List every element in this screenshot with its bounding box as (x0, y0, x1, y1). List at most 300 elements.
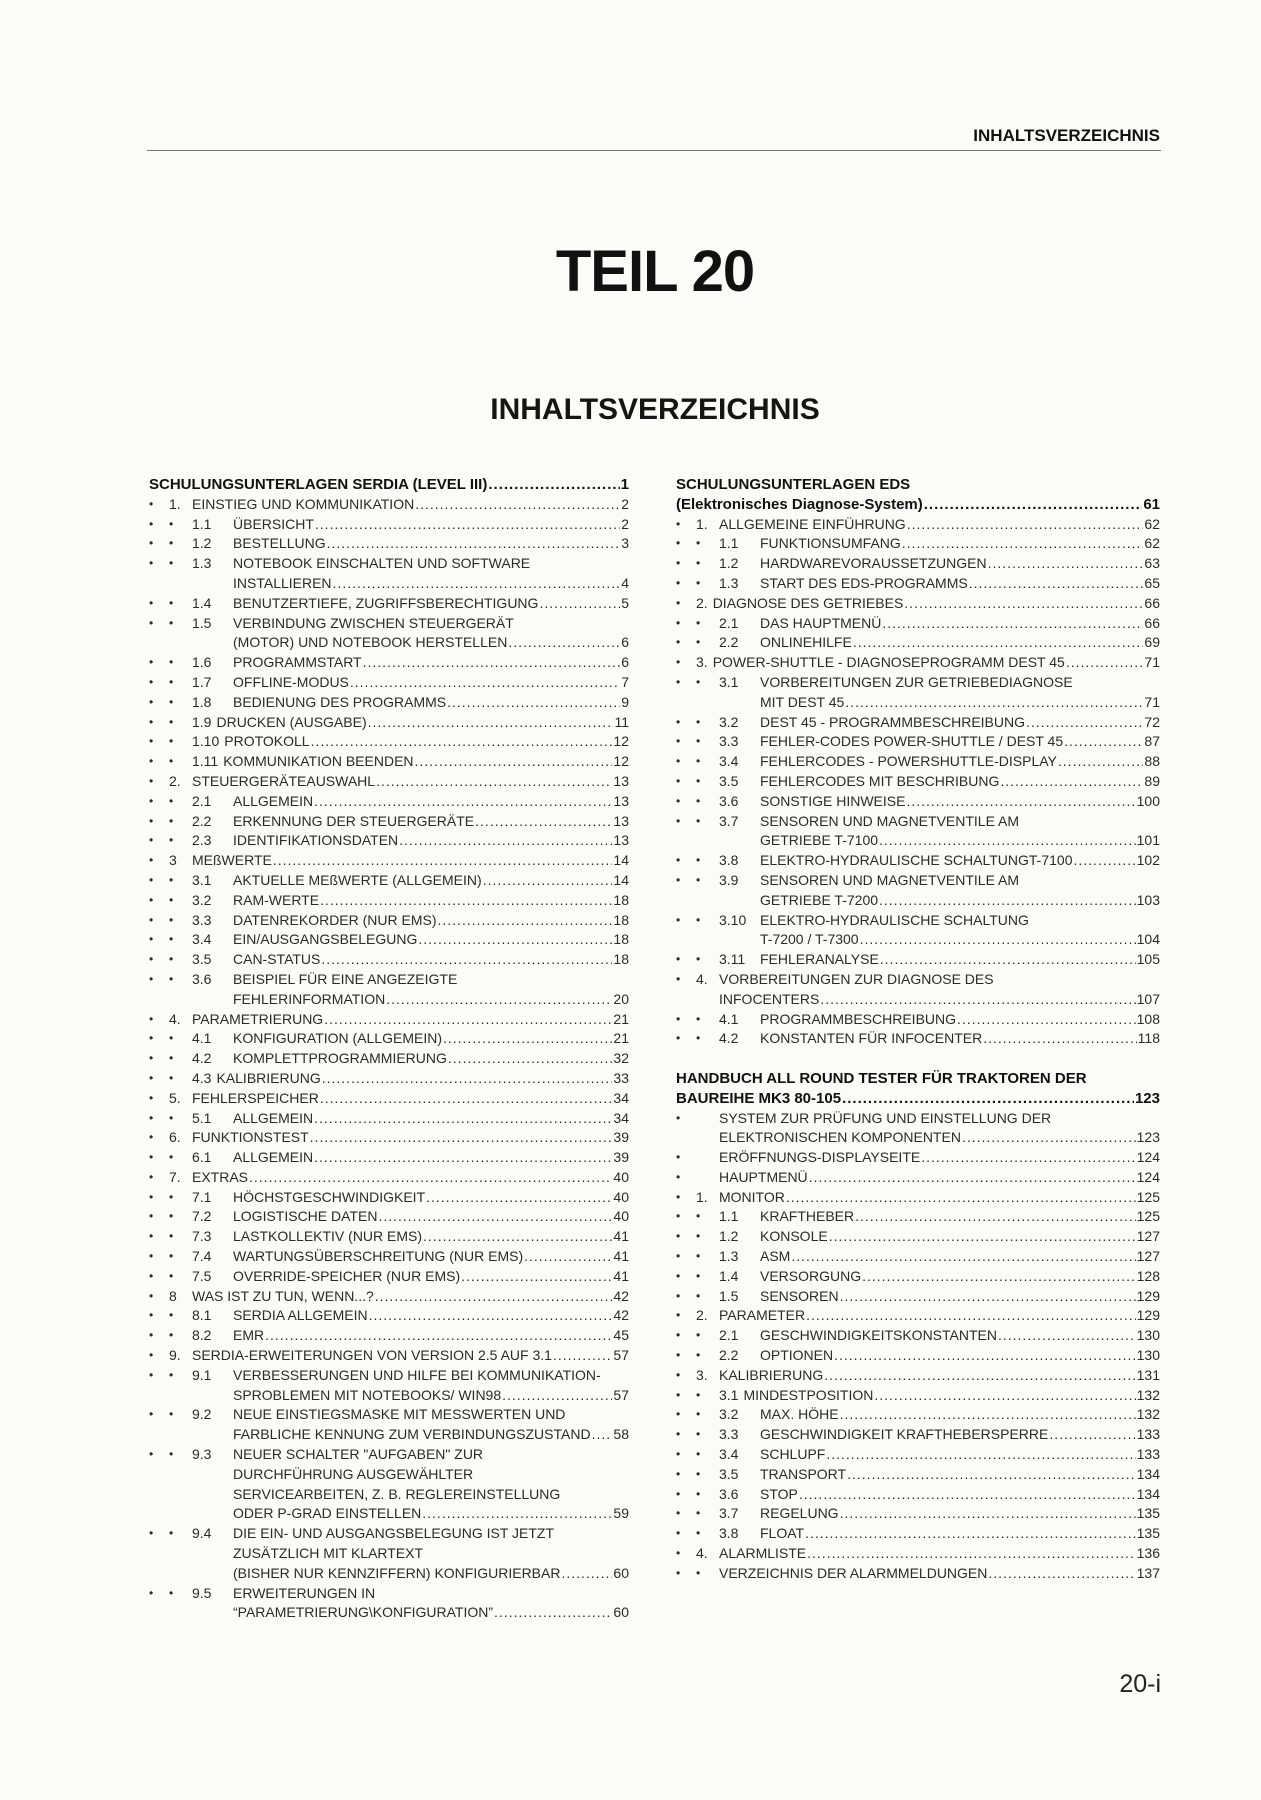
toc-entry-number: 1.7 (192, 673, 212, 690)
toc-page-number: 12 (613, 733, 629, 750)
dot-leader (983, 1029, 1136, 1049)
dot-leader (322, 1069, 613, 1089)
bullet-icon: • (676, 1150, 681, 1165)
toc-entry-number: 5.1 (192, 1109, 212, 1126)
bullet-icon: • (676, 1328, 681, 1343)
toc-entry-text: KRAFTHEBER (760, 1208, 855, 1225)
dot-leader (921, 1148, 1135, 1168)
toc-line (676, 1069, 1160, 1089)
bullet-icon: • (169, 1526, 174, 1541)
toc-entry-text: SONSTIGE HINWEISE (760, 792, 906, 809)
toc-line (233, 1326, 629, 1346)
toc-page-number: 118 (1137, 1030, 1160, 1047)
toc-entry[interactable] (676, 1465, 1160, 1485)
toc-page-number: 6 (621, 634, 629, 651)
dot-leader (378, 1207, 612, 1227)
dot-leader (327, 534, 621, 554)
toc-entry[interactable] (676, 1425, 1160, 1445)
toc-entry[interactable] (676, 1504, 1160, 1524)
toc-entry-number: 1.1 (192, 515, 212, 532)
dot-leader (321, 950, 612, 970)
toc-entry[interactable] (676, 1564, 1160, 1584)
toc-entry[interactable] (149, 732, 629, 752)
toc-entry[interactable] (676, 1188, 1160, 1208)
toc-entry-text: SCHLUPF (760, 1446, 826, 1463)
toc-entry[interactable] (676, 1306, 1160, 1326)
toc-line (760, 1010, 1160, 1030)
toc-entry-number: 3.1 (719, 673, 739, 690)
toc-entry[interactable] (676, 1287, 1160, 1307)
toc-entry-number: 9.3 (192, 1446, 212, 1463)
toc-line (760, 1445, 1160, 1465)
toc-entry[interactable] (676, 772, 1160, 792)
toc-entry[interactable] (676, 1544, 1160, 1564)
toc-entry[interactable] (149, 1366, 629, 1406)
toc-entry[interactable] (149, 554, 629, 594)
toc-entry-text: ALARMLISTE (719, 1545, 807, 1562)
dot-leader (273, 851, 613, 871)
toc-entry[interactable] (149, 495, 629, 515)
toc-entry[interactable] (676, 752, 1160, 772)
dot-leader (375, 1287, 613, 1307)
toc-line (192, 1346, 629, 1366)
toc-entry[interactable] (149, 1326, 629, 1346)
toc-entry-text: IDENTIFIKATIONSDATEN (233, 832, 399, 849)
dot-leader (840, 1504, 1136, 1524)
toc-entry-body (233, 594, 629, 614)
toc-entry-text: FEHLERCODES - POWERSHUTTLE-DISPLAY (760, 753, 1057, 770)
toc-entry[interactable] (149, 653, 629, 673)
toc-entry[interactable] (676, 970, 1160, 1010)
bullet-icon: • (149, 694, 154, 709)
bullet-icon: • (149, 1051, 154, 1066)
toc-page-number: 9 (621, 693, 629, 710)
toc-entry[interactable] (149, 891, 629, 911)
toc-line (233, 1247, 629, 1267)
toc-entry-text: SPROBLEMEN MIT NOTEBOOKS/ WIN98 (233, 1386, 502, 1403)
toc-entry-body (760, 871, 1160, 911)
dot-leader (988, 554, 1144, 574)
toc-line (233, 653, 629, 673)
bullet-icon: • (696, 1229, 701, 1244)
toc-entry[interactable] (149, 851, 629, 871)
toc-entry-body (233, 534, 629, 554)
toc-entry[interactable] (149, 812, 629, 832)
toc-entry[interactable] (676, 574, 1160, 594)
toc-entry[interactable] (676, 713, 1160, 733)
toc-entry[interactable] (676, 1524, 1160, 1544)
toc-page-number: 103 (1136, 891, 1160, 908)
toc-entry[interactable] (149, 871, 629, 891)
toc-entry-number: 7.2 (192, 1208, 212, 1225)
bullet-icon: • (169, 516, 174, 531)
toc-entry[interactable] (676, 515, 1160, 535)
toc-entry-number: 2.1 (192, 792, 212, 809)
bullet-icon: • (676, 1229, 681, 1244)
toc-entry-text: KOMPLETTPROGRAMMIERUNG (233, 1050, 447, 1067)
toc-page-number: 127 (1136, 1248, 1160, 1265)
toc-entry-number: 3.1 (719, 1386, 739, 1403)
toc-entry-text: INSTALLIEREN (233, 574, 332, 591)
dot-leader (1026, 713, 1143, 733)
toc-entry[interactable] (149, 713, 629, 733)
toc-line (719, 1109, 1160, 1129)
toc-entry[interactable] (149, 950, 629, 970)
toc-entry-number: 3.1 (192, 871, 212, 888)
toc-entry-text: FUNKTIONSUMFANG (760, 535, 901, 552)
toc-entry[interactable] (676, 633, 1160, 653)
toc-entry[interactable] (149, 1306, 629, 1326)
toc-page-number: 102 (1136, 852, 1160, 869)
toc-entry-number: 3.3 (719, 1426, 739, 1443)
toc-line (760, 1425, 1160, 1445)
toc-entry[interactable] (149, 1524, 629, 1583)
toc-page-number: 3 (621, 535, 629, 552)
toc-entry-number: 7.3 (192, 1228, 212, 1245)
toc-entry[interactable] (676, 1148, 1160, 1168)
dot-leader (553, 1346, 612, 1366)
toc-entry-number: 7. (169, 1168, 181, 1185)
toc-entry[interactable] (149, 1069, 629, 1089)
toc-entry[interactable] (676, 653, 1160, 673)
toc-entry-number: 4. (169, 1010, 181, 1027)
toc-entry[interactable] (676, 1168, 1160, 1188)
toc-entry-number: 1.1 (719, 1208, 739, 1225)
toc-line (192, 1089, 629, 1109)
bullet-icon: • (149, 1110, 154, 1125)
dot-leader (805, 1524, 1136, 1544)
dot-leader (824, 1366, 1135, 1386)
toc-line (760, 534, 1160, 554)
toc-line (760, 871, 1160, 891)
toc-entry[interactable] (149, 930, 629, 950)
toc-page-number: 18 (613, 891, 629, 908)
dot-leader (508, 633, 620, 653)
toc-entry-body (719, 1564, 1160, 1584)
bullet-icon: • (676, 1565, 681, 1580)
toc-entry-text: LOGISTISCHE DATEN (233, 1208, 378, 1225)
toc-entry-text: GETRIEBE T-7100 (760, 832, 879, 849)
toc-entry[interactable] (149, 693, 629, 713)
toc-heading (149, 475, 629, 495)
toc-line (719, 1386, 1160, 1406)
bullet-icon: • (696, 912, 701, 927)
toc-line (719, 970, 1160, 990)
dot-leader (855, 1207, 1136, 1227)
toc-entry[interactable] (149, 515, 629, 535)
toc-entry-body (760, 772, 1160, 792)
toc-entry-body (233, 930, 629, 950)
bullet-icon: • (149, 1150, 154, 1165)
toc-entry-text: NEUE EINSTIEGSMASKE MIT MESSWERTEN UND (233, 1406, 566, 1423)
bullet-icon: • (676, 1268, 681, 1283)
dot-leader (320, 891, 612, 911)
bullet-icon: • (149, 1189, 154, 1204)
toc-entry-number: 3.8 (719, 1525, 739, 1542)
toc-line (760, 1465, 1160, 1485)
toc-entry-number: 3.3 (192, 911, 212, 928)
bullet-icon: • (149, 734, 154, 749)
dot-leader (806, 1306, 1136, 1326)
toc-line (760, 1267, 1160, 1287)
toc-entry-text: MEßWERTE (192, 852, 272, 869)
dot-leader (350, 673, 620, 693)
toc-entry[interactable] (149, 1247, 629, 1267)
toc-entry-body (233, 792, 629, 812)
toc-entry-body (760, 752, 1160, 772)
toc-entry-text: PROGRAMMSTART (233, 654, 362, 671)
toc-entry[interactable] (676, 673, 1160, 713)
bullet-icon: • (696, 536, 701, 551)
toc-entry[interactable] (676, 1029, 1160, 1049)
toc-entry[interactable] (149, 1188, 629, 1208)
bullet-icon: • (149, 1070, 154, 1085)
toc-line (760, 673, 1160, 693)
toc-page-number: 7 (621, 673, 629, 690)
toc-entry[interactable] (149, 1267, 629, 1287)
toc-entry[interactable] (676, 594, 1160, 614)
toc-entry[interactable] (149, 1207, 629, 1227)
toc-entry[interactable] (149, 594, 629, 614)
header-rule (147, 150, 1161, 151)
bullet-icon: • (676, 912, 681, 927)
dot-leader (906, 792, 1135, 812)
toc-entry-body (719, 1386, 1160, 1406)
toc-entry[interactable] (149, 534, 629, 554)
dot-leader (386, 990, 612, 1010)
toc-entry-body (233, 950, 629, 970)
toc-page-number: 101 (1136, 832, 1160, 849)
toc-entry-text: DAS HAUPTMENÜ (760, 614, 882, 631)
toc-line (233, 693, 629, 713)
bullet-icon: • (149, 1249, 154, 1264)
toc-entry[interactable] (676, 792, 1160, 812)
toc-entry[interactable] (676, 1227, 1160, 1247)
toc-entry-body (233, 1188, 629, 1208)
toc-entry-text: GETRIEBE T-7200 (760, 891, 879, 908)
toc-line (192, 1128, 629, 1148)
toc-entry[interactable] (149, 1128, 629, 1148)
toc-entry[interactable] (149, 1405, 629, 1445)
bullet-icon: • (696, 1506, 701, 1521)
toc-entry-number: 2.1 (719, 614, 739, 631)
toc-entry-body (233, 515, 629, 535)
toc-entry[interactable] (676, 1366, 1160, 1386)
dot-leader (415, 495, 620, 515)
toc-entry[interactable] (149, 1049, 629, 1069)
toc-entry[interactable] (149, 1029, 629, 1049)
toc-entry-body (192, 851, 629, 871)
toc-page-number: 6 (621, 654, 629, 671)
toc-entry[interactable] (149, 1168, 629, 1188)
toc-entry-body (760, 1010, 1160, 1030)
toc-entry[interactable] (676, 1445, 1160, 1465)
toc-entry-text: ÜBERSICHT (233, 515, 314, 532)
toc-line (696, 653, 1160, 673)
bullet-icon: • (169, 734, 174, 749)
toc-line (233, 1465, 629, 1485)
bullet-icon: • (169, 872, 174, 887)
toc-entry[interactable] (676, 1405, 1160, 1425)
toc-entry[interactable] (676, 1326, 1160, 1346)
toc-entry[interactable] (676, 1109, 1160, 1149)
dot-leader (494, 1603, 612, 1623)
toc-column-right (676, 475, 1160, 1584)
toc-line (233, 1405, 629, 1425)
bullet-icon: • (169, 1209, 174, 1224)
toc-page-number: 132 (1136, 1406, 1160, 1423)
bullet-icon: • (676, 516, 681, 531)
toc-entry-body (233, 1306, 629, 1326)
toc-entry[interactable] (149, 1346, 629, 1366)
toc-entry-body (192, 1089, 629, 1109)
toc-entry[interactable] (149, 772, 629, 792)
toc-entry-text: T-7200 / T-7300 (760, 931, 859, 948)
toc-entry[interactable] (149, 970, 629, 1010)
toc-entry-text: AKTUELLE MEßWERTE (ALLGEMEIN) (233, 871, 482, 888)
toc-entry-text: RAM-WERTE (233, 891, 320, 908)
toc-entry[interactable] (149, 1148, 629, 1168)
toc-entry[interactable] (149, 1109, 629, 1129)
toc-entry[interactable] (676, 1207, 1160, 1227)
toc-entry-body (719, 1188, 1160, 1208)
bullet-icon: • (696, 556, 701, 571)
toc-entry[interactable] (676, 554, 1160, 574)
dot-leader (475, 812, 612, 832)
toc-page-number: 61 (1143, 495, 1160, 513)
toc-entry-number: 1.6 (192, 654, 212, 671)
toc-entry-text: DEST 45 - PROGRAMMBESCHREIBUNG (760, 713, 1026, 730)
bullet-icon: • (676, 1348, 681, 1363)
toc-page-number: 13 (613, 812, 629, 829)
bullet-icon: • (169, 1110, 174, 1125)
toc-entry[interactable] (149, 792, 629, 812)
toc-entry-text: DIAGNOSE DES GETRIEBES (712, 594, 904, 611)
toc-entry-text: EIN/AUSGANGSBELEGUNG (233, 931, 418, 948)
toc-entry[interactable] (676, 1485, 1160, 1505)
toc-line (192, 1287, 629, 1307)
toc-entry-number: 3.4 (719, 753, 739, 770)
toc-entry[interactable] (676, 1247, 1160, 1267)
toc-page-number: 33 (613, 1069, 629, 1086)
toc-page-number: 135 (1136, 1505, 1160, 1522)
toc-line (233, 792, 629, 812)
toc-entry[interactable] (676, 1346, 1160, 1366)
toc-entry-number: 1.9 (192, 713, 212, 730)
toc-entry-text: ERÖFFNUNGS-DISPLAYSEITE (719, 1149, 921, 1166)
toc-entry[interactable] (676, 534, 1160, 554)
dot-leader (368, 713, 614, 733)
toc-entry[interactable] (149, 831, 629, 851)
toc-entry-text: EINSTIEG UND KOMMUNIKATION (192, 495, 415, 512)
toc-entry[interactable] (149, 1010, 629, 1030)
toc-line (233, 673, 629, 693)
toc-entry-text: FEHLERSPEICHER (192, 1089, 319, 1106)
bullet-icon: • (676, 1506, 681, 1521)
toc-page-number: 45 (613, 1327, 629, 1344)
bullet-icon: • (676, 595, 681, 610)
dot-leader (422, 1504, 612, 1524)
toc-page-number: 66 (1144, 614, 1160, 631)
toc-entry-body (760, 1445, 1160, 1465)
dot-leader (1000, 772, 1143, 792)
toc-line (719, 1128, 1160, 1148)
toc-entry-body (233, 1405, 629, 1445)
toc-entry[interactable] (149, 1584, 629, 1624)
toc-entry[interactable] (676, 1386, 1160, 1406)
toc-entry[interactable] (676, 1267, 1160, 1287)
toc-entry[interactable] (676, 614, 1160, 634)
toc-entry[interactable] (149, 1287, 629, 1307)
toc-entry[interactable] (676, 812, 1160, 852)
toc-entry[interactable] (676, 871, 1160, 911)
toc-entry[interactable] (676, 851, 1160, 871)
bullet-icon: • (696, 952, 701, 967)
toc-entry[interactable] (149, 1227, 629, 1247)
toc-entry-text: FUNKTIONSTEST (192, 1129, 309, 1146)
bullet-icon: • (169, 1229, 174, 1244)
toc-entry[interactable] (149, 752, 629, 772)
toc-entry-number: 5. (169, 1089, 181, 1106)
bullet-icon: • (676, 1209, 681, 1224)
dot-leader (1049, 1425, 1135, 1445)
toc-entry-number: 9.1 (192, 1366, 212, 1383)
dot-leader (809, 1168, 1136, 1188)
bullet-icon: • (169, 912, 174, 927)
toc-entry-body (192, 1287, 629, 1307)
toc-entry[interactable] (676, 732, 1160, 752)
toc-entry-number: 4.3 (192, 1069, 212, 1086)
toc-entry-text: SENSOREN UND MAGNETVENTILE AM (760, 812, 1020, 829)
bullet-icon: • (676, 1546, 681, 1561)
dot-leader (447, 693, 620, 713)
bullet-icon: • (169, 833, 174, 848)
toc-entry[interactable] (149, 911, 629, 931)
toc-page-number: 13 (613, 772, 629, 789)
part-title: TEIL 20 (555, 239, 755, 304)
toc-entry-text: ELEKTRO-HYDRAULISCHE SCHALTUNG (760, 911, 1029, 928)
toc-line (233, 1029, 629, 1049)
toc-entry[interactable] (676, 950, 1160, 970)
bullet-icon: • (676, 1367, 681, 1382)
toc-entry-body (233, 911, 629, 931)
bullet-icon: • (149, 892, 154, 907)
bullet-icon: • (676, 1308, 681, 1323)
toc-entry[interactable] (149, 1089, 629, 1109)
dot-leader (1066, 653, 1144, 673)
toc-line (760, 752, 1160, 772)
dot-leader (561, 1564, 612, 1584)
toc-line (233, 1109, 629, 1129)
toc-page-number: 127 (1136, 1228, 1160, 1245)
toc-line (233, 574, 629, 594)
dot-leader (324, 1010, 612, 1030)
toc-entry[interactable] (149, 1445, 629, 1524)
dot-leader (834, 1346, 1136, 1366)
toc-entry-number: 1.5 (192, 614, 212, 631)
toc-entry[interactable] (149, 673, 629, 693)
toc-entry[interactable] (676, 911, 1160, 951)
bullet-icon: • (696, 1288, 701, 1303)
toc-entry-number: 3.2 (719, 1406, 739, 1423)
toc-entry-text: SERDIA-ERWEITERUNGEN VON VERSION 2.5 AUF 3.1 (192, 1347, 552, 1364)
toc-entry-text: FEHLER-CODES POWER-SHUTTLE / DEST 45 (760, 733, 1064, 750)
toc-entry-text: VERSORGUNG (760, 1267, 862, 1284)
toc-entry[interactable] (149, 614, 629, 654)
toc-line (233, 1564, 629, 1584)
dot-leader (880, 950, 1136, 970)
toc-entry[interactable] (676, 1010, 1160, 1030)
